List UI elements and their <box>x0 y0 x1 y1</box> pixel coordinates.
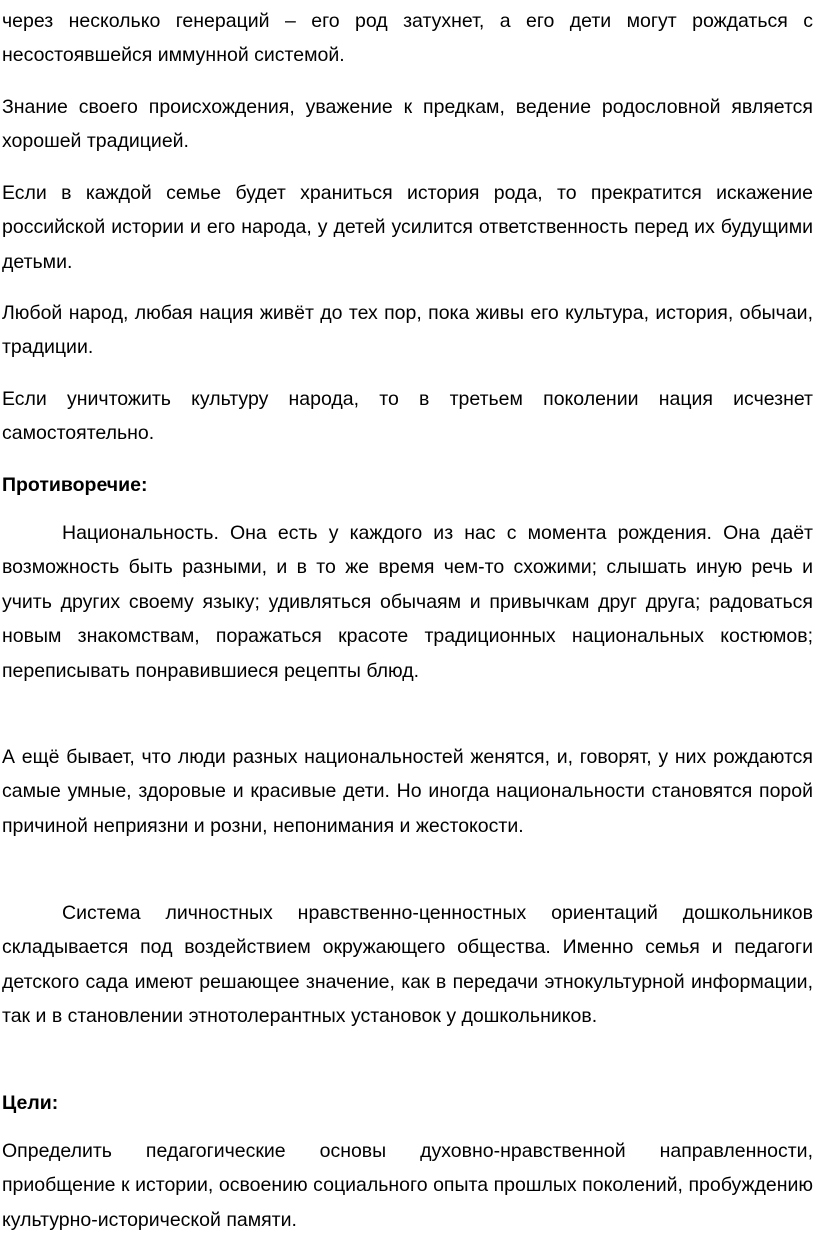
paragraph-generations: через несколько генераций – его род затухнет, а его дети могут рождаться с несостоявшейся иммунной системой. <box>2 10 813 67</box>
paragraph-mixed-nationalities: А ещё бывает, что люди разных национальностей женятся, и, говорят, у них рождаются самые умные, здоровые и красивые дети. Но иногда национальности становятся порой причиной неприязни и розни, непонимания и жестокости. <box>2 746 813 837</box>
paragraph-destroy-culture: Если уничтожить культуру народа, то в третьем поколении нация исчезнет самостоятельно. <box>2 388 813 445</box>
paragraph-goals-text: Определить педагогические основы духовно-нравственной направленности, приобщение к истории, освоению социального опыта прошлых поколений, пробуждению культурно-исторической памяти. <box>2 1140 813 1231</box>
paragraph-family-history: Если в каждой семье будет храниться история рода, то прекратится искажение российской истории и его народа, у детей усилится ответственность перед их будущими детьми. <box>2 182 813 273</box>
heading-goals: Цели: <box>2 1092 59 1114</box>
heading-contradiction: Противоречие: <box>2 474 148 496</box>
paragraph-nation-lives: Любой народ, любая нация живёт до тех пор, пока живы его культура, история, обычаи, традиции. <box>2 302 813 359</box>
paragraph-nationality: Национальность. Она есть у каждого из нас с момента рождения. Она даёт возможность быть разными, и в то же время чем-то схожими; слышать иную речь и учить других своему языку; удивляться обычаям и привычкам друг друга; радоваться новым знакомствам, поражаться красоте традиционных национальных костюмов; переписывать понравившиеся рецепты блюд. <box>2 522 813 682</box>
paragraph-origin-knowledge: Знание своего происхождения, уважение к предкам, ведение родословной является хорошей традицией. <box>2 96 813 153</box>
paragraph-value-system: Система личностных нравственно-ценностных ориентаций дошкольников складывается под воздействием окружающего общества. Именно семья и педагоги детского сада имеют решающее значение, как в передачи этнокультурной информации, так и в становлении этнотолерантных установок у дошкольников. <box>2 902 813 1028</box>
